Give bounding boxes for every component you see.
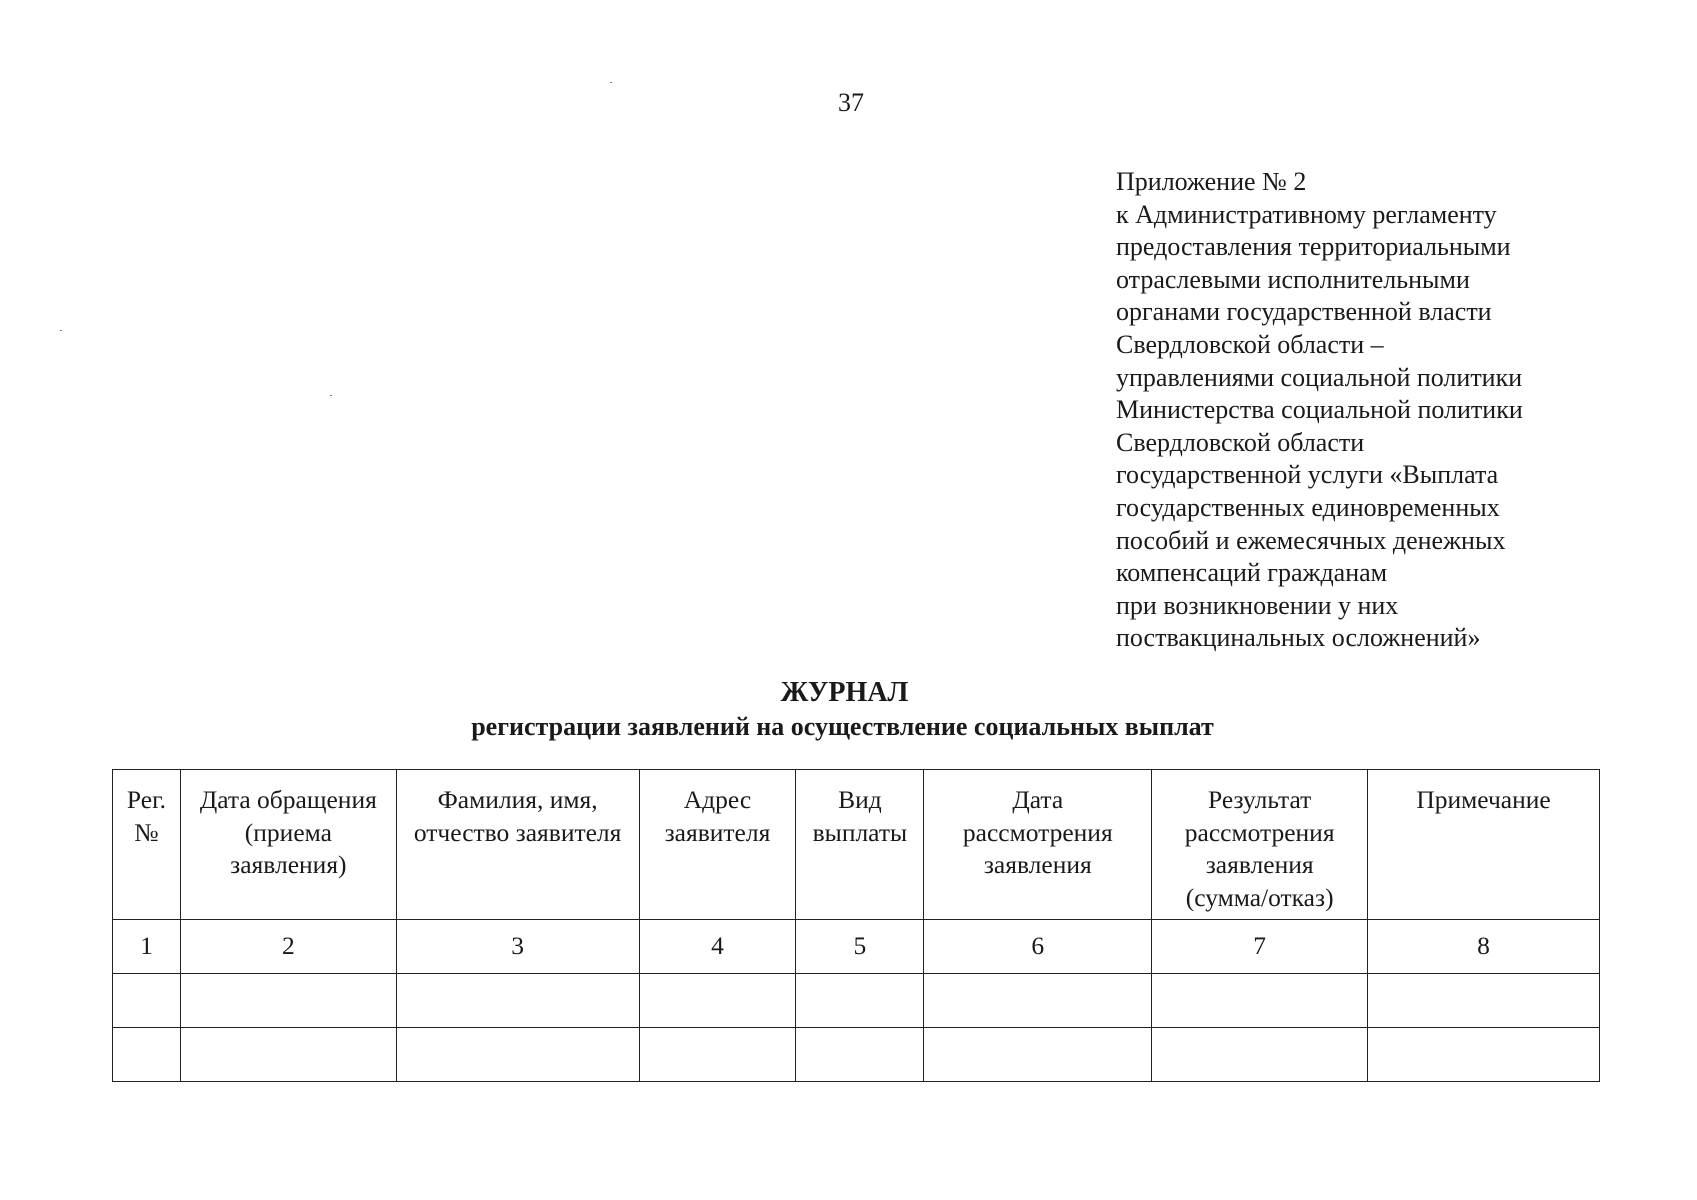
appendix-line: компенсаций гражданам: [1116, 558, 1388, 588]
empty-cell: [1368, 1028, 1600, 1082]
appendix-line: Свердловской области –: [1116, 329, 1384, 359]
appendix-line: предоставления территориальными: [1116, 232, 1511, 262]
column-number-row: [113, 920, 1600, 974]
empty-cell: [113, 1028, 181, 1082]
header-application-date: Дата обращения (приема заявления): [180, 770, 396, 920]
header-row: [113, 770, 1600, 920]
registration-table: [112, 769, 1600, 1082]
empty-cell: [1152, 1028, 1368, 1082]
empty-cell: [1368, 974, 1600, 1028]
column-number: 3: [396, 920, 639, 974]
empty-cell: [396, 974, 639, 1028]
appendix-line: Свердловской области: [1116, 427, 1365, 457]
appendix-line: при возникновении у них: [1116, 590, 1399, 620]
empty-cell: [924, 1028, 1152, 1082]
header-applicant-address: Адрес заявителя: [639, 770, 796, 920]
header-note: Примечание: [1368, 770, 1600, 920]
table-row: [113, 1028, 1600, 1082]
page-number: 37: [838, 88, 864, 117]
empty-cell: [396, 1028, 639, 1082]
appendix-line: к Административному регламенту: [1116, 199, 1497, 229]
empty-cell: [639, 974, 796, 1028]
column-number: 1: [113, 920, 181, 974]
appendix-line: Министерства социальной политики: [1116, 395, 1523, 425]
appendix-line: государственных единовременных: [1116, 492, 1500, 522]
column-number: 2: [180, 920, 396, 974]
appendix-line: пособий и ежемесячных денежных: [1116, 525, 1506, 555]
appendix-line: поствакцинальных осложнений»: [1116, 623, 1481, 653]
journal-subtitle: регистрации заявлений на осуществление социальных выплат: [471, 712, 1214, 741]
scan-speck: [330, 395, 332, 396]
header-review-date: Дата рассмотрения заявления: [924, 770, 1152, 920]
scan-speck: [610, 82, 612, 83]
appendix-line: органами государственной власти: [1116, 297, 1492, 327]
header-payment-type: Вид выплаты: [796, 770, 924, 920]
column-number: 6: [924, 920, 1152, 974]
empty-cell: [180, 974, 396, 1028]
empty-cell: [924, 974, 1152, 1028]
column-number: 8: [1368, 920, 1600, 974]
appendix-line: отраслевыми исполнительными: [1116, 264, 1470, 294]
empty-cell: [180, 1028, 396, 1082]
journal-title: ЖУРНАЛ: [780, 677, 909, 708]
empty-cell: [796, 1028, 924, 1082]
appendix-block: [1116, 166, 1636, 655]
appendix-line: управлениями социальной политики: [1116, 362, 1523, 392]
scan-speck: [60, 330, 62, 331]
empty-cell: [796, 974, 924, 1028]
appendix-line: Приложение № 2: [1116, 167, 1307, 196]
column-number: 5: [796, 920, 924, 974]
empty-cell: [1152, 974, 1368, 1028]
empty-cell: [113, 974, 181, 1028]
header-review-result: Результат рассмотрения заявления (сумма/отказ): [1152, 770, 1368, 920]
column-number: 7: [1152, 920, 1368, 974]
header-reg-number: Рег. №: [113, 770, 181, 920]
header-applicant-name: Фамилия, имя, отчество заявителя: [396, 770, 639, 920]
appendix-line: государственной услуги «Выплата: [1116, 460, 1499, 490]
table-row: [113, 974, 1600, 1028]
column-number: 4: [639, 920, 796, 974]
empty-cell: [639, 1028, 796, 1082]
